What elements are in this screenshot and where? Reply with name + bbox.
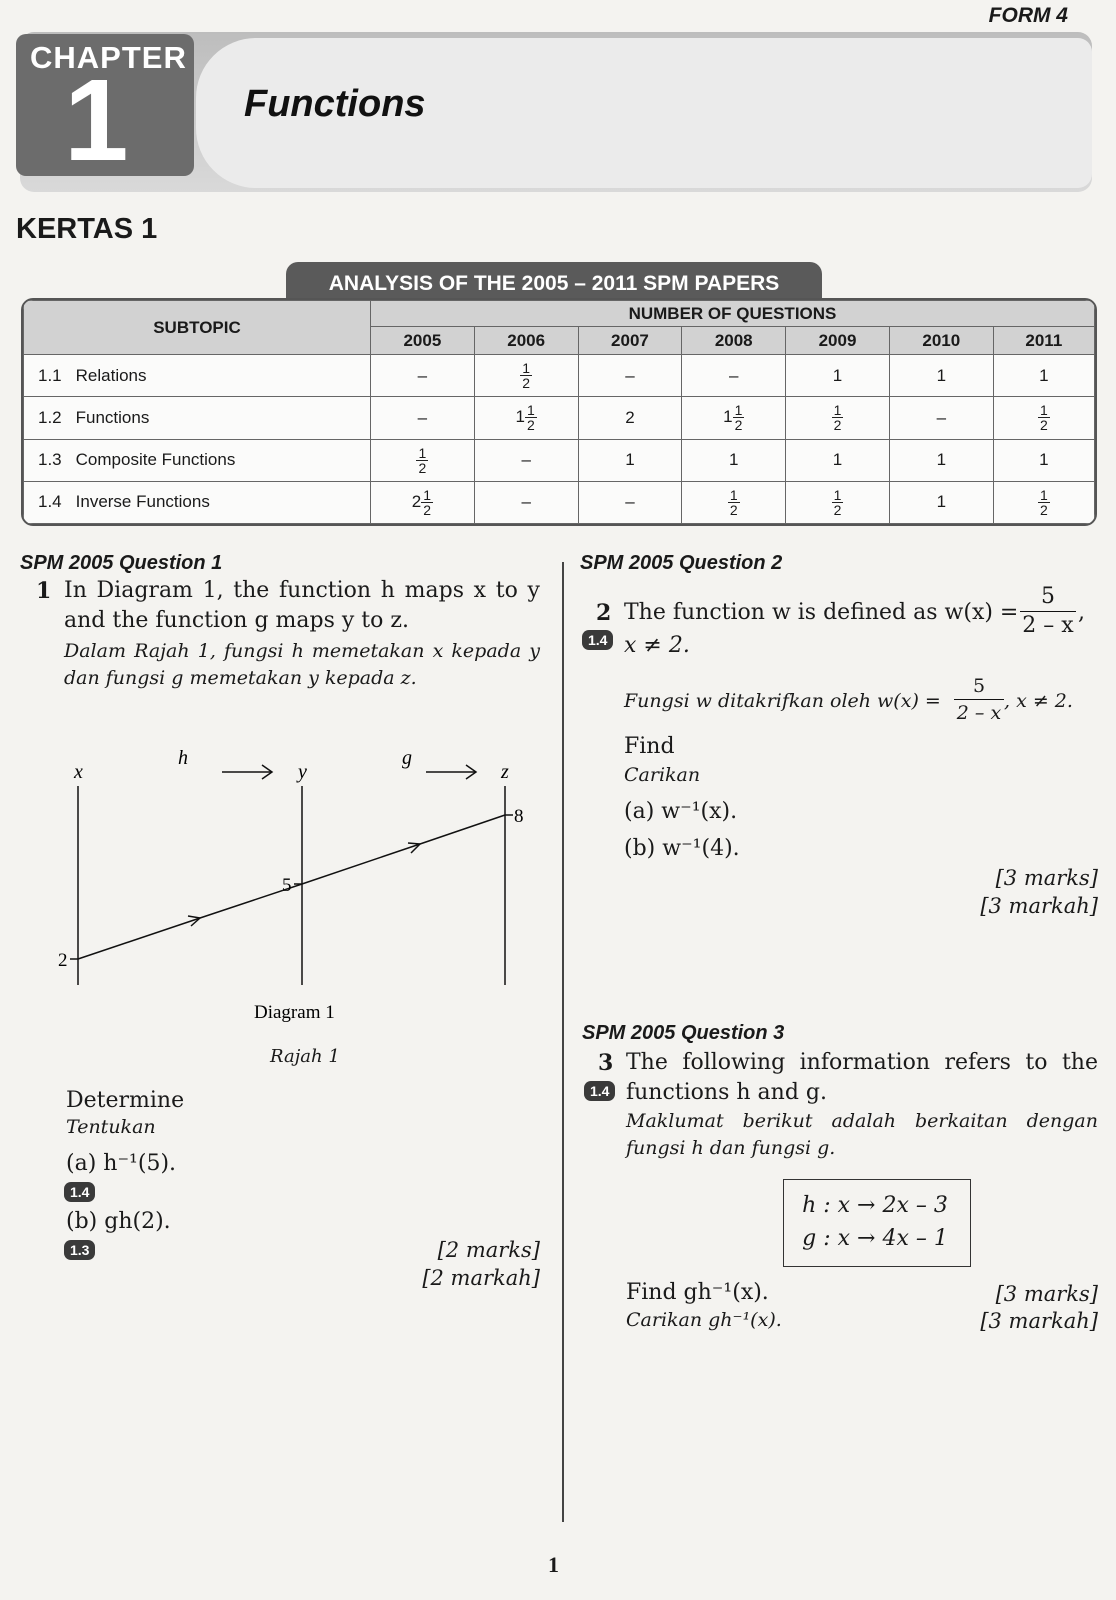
q3-find: Find gh⁻¹(x). (626, 1280, 769, 1305)
q2-badge: 1.4 (582, 630, 613, 650)
count-cell: 1 $\frac{1}{2}$ (474, 397, 578, 439)
q3-find-malay: Carikan gh⁻¹(x). (626, 1309, 782, 1331)
chapter-word: CHAPTER (30, 40, 187, 75)
year-header-2005: 2005 (371, 327, 475, 355)
analysis-title: ANALYSIS OF THE 2005 – 2011 SPM PAPERS (286, 262, 822, 306)
q2-fraction: 5 2 – x (1020, 583, 1076, 640)
subtopic-cell: 1.4 Inverse Functions (24, 481, 371, 523)
value-8: 8 (514, 806, 524, 827)
chapter-number: 1 (64, 55, 129, 185)
q3-heading: SPM 2005 Question 3 (582, 1022, 785, 1044)
count-cell: – (474, 481, 578, 523)
analysis-table (21, 298, 1097, 526)
h-label: h (178, 747, 188, 769)
count-header: NUMBER OF QUESTIONS (371, 301, 1095, 327)
table-row (24, 397, 1095, 439)
form-label: FORM 4 (988, 4, 1068, 27)
q1-malay: Dalam Rajah 1, fungsi h memetakan x kepada y dan fungsi g memetakan y kepada z. (64, 640, 540, 689)
count-cell: $\frac{1}{2}$ (682, 481, 786, 523)
count-cell: $\frac{1}{2}$ (786, 481, 890, 523)
count-cell: $\frac{1}{2}$ (993, 397, 1094, 439)
table-row (24, 481, 1095, 523)
count-cell: – (578, 355, 682, 397)
q2-find: Find (624, 734, 675, 759)
q1-part-a: (a) h⁻¹(5). (66, 1151, 177, 1176)
h-mapping-arrow (78, 918, 200, 959)
q2-part-a: (a) w⁻¹(x). (624, 799, 738, 824)
count-cell: 1 (889, 439, 993, 481)
year-header-2010: 2010 (889, 327, 993, 355)
q3-malay: Maklumat berikut adalah berkaitan dengan fungsi h dan fungsi g. (626, 1110, 1098, 1159)
count-cell: 1 (786, 439, 890, 481)
subtopic-cell: 1.1 Relations (24, 355, 371, 397)
diagram-caption: Diagram 1 (254, 1002, 335, 1023)
table-row (24, 355, 1095, 397)
q3-badge: 1.4 (584, 1081, 615, 1101)
chapter-title: Functions (244, 83, 426, 125)
value-2: 2 (58, 950, 68, 971)
q1-part-b: (b) gh(2). (66, 1209, 171, 1234)
year-header-2009: 2009 (786, 327, 890, 355)
q2-text: The function w is defined as w(x) = (624, 600, 1019, 625)
q2-part-b: (b) w⁻¹(4). (624, 836, 740, 861)
count-cell: 1 $\frac{1}{2}$ (682, 397, 786, 439)
q3-number: 3 (598, 1050, 614, 1076)
subtopic-header: SUBTOPIC (24, 301, 371, 355)
q1-part-a-badge: 1.4 (64, 1182, 95, 1202)
q1-part-b-badge: 1.3 (64, 1240, 95, 1260)
year-header-2007: 2007 (578, 327, 682, 355)
q1-determine-malay: Tentukan (66, 1116, 156, 1138)
count-cell: 2 (578, 397, 682, 439)
count-cell: $\frac{1}{2}$ (371, 439, 475, 481)
count-cell: – (682, 355, 786, 397)
count-cell: – (474, 439, 578, 481)
subtopic-cell: 1.3 Composite Functions (24, 439, 371, 481)
count-cell: $\frac{1}{2}$ (474, 355, 578, 397)
diagram-1 (40, 740, 540, 1030)
g-label: g (402, 747, 412, 769)
q2-malay-fraction: 5 2 – x (954, 673, 1004, 726)
table-row (24, 439, 1095, 481)
q2-condition: x ≠ 2. (624, 633, 690, 658)
count-cell: – (889, 397, 993, 439)
q3-g-definition: g : x → 4x – 1 (802, 1226, 948, 1251)
diagram-caption-malay: Rajah 1 (270, 1046, 340, 1067)
count-cell: – (371, 355, 475, 397)
count-cell: 1 (993, 439, 1094, 481)
q1-determine: Determine (66, 1088, 185, 1113)
q2-heading: SPM 2005 Question 2 (580, 552, 783, 574)
subtopic-cell: 1.2 Functions (24, 397, 371, 439)
q2-find-malay: Carikan (624, 764, 701, 786)
q2-number: 2 (596, 600, 612, 626)
q2-marks: [3 marks] (995, 866, 1098, 890)
q1-marks-malay: [2 markah] (422, 1266, 540, 1290)
count-cell: $\frac{1}{2}$ (993, 481, 1094, 523)
section-title: KERTAS 1 (16, 213, 158, 245)
year-header-2011: 2011 (993, 327, 1094, 355)
q2-marks-malay: [3 markah] (980, 894, 1098, 918)
x-label: x (74, 761, 83, 783)
count-cell: – (578, 481, 682, 523)
q3-h-definition: h : x → 2x – 3 (802, 1193, 948, 1218)
q1-marks: [2 marks] (437, 1238, 540, 1262)
year-header-2006: 2006 (474, 327, 578, 355)
g-mapping-arrow (302, 844, 420, 884)
q3-marks: [3 marks] (995, 1282, 1098, 1306)
q3-marks-malay: [3 markah] (980, 1309, 1098, 1333)
count-cell: – (371, 397, 475, 439)
count-cell: 1 (786, 355, 890, 397)
q2-comma: , (1078, 600, 1085, 625)
z-label: z (501, 761, 509, 783)
value-5: 5 (282, 875, 292, 896)
count-cell: 1 (889, 481, 993, 523)
column-divider (562, 562, 564, 1522)
q2-malay-condition: , x ≠ 2. (1004, 690, 1073, 712)
q3-text: The following information refers to the functions h and g. (626, 1050, 1098, 1105)
q1-number: 1 (36, 578, 52, 604)
q1-text: In Diagram 1, the function h maps x to y and the function g maps y to z. (64, 578, 540, 633)
count-cell: 1 (578, 439, 682, 481)
year-header-2008: 2008 (682, 327, 786, 355)
count-cell: 2 $\frac{1}{2}$ (371, 481, 475, 523)
count-cell: $\frac{1}{2}$ (786, 397, 890, 439)
count-cell: 1 (682, 439, 786, 481)
q1-heading: SPM 2005 Question 1 (20, 552, 223, 574)
count-cell: 1 (993, 355, 1094, 397)
count-cell: 1 (889, 355, 993, 397)
q2-malay: Fungsi w ditakrifkan oleh w(x) = (624, 690, 941, 712)
y-label: y (298, 761, 307, 783)
page-number: 1 (548, 1552, 559, 1577)
